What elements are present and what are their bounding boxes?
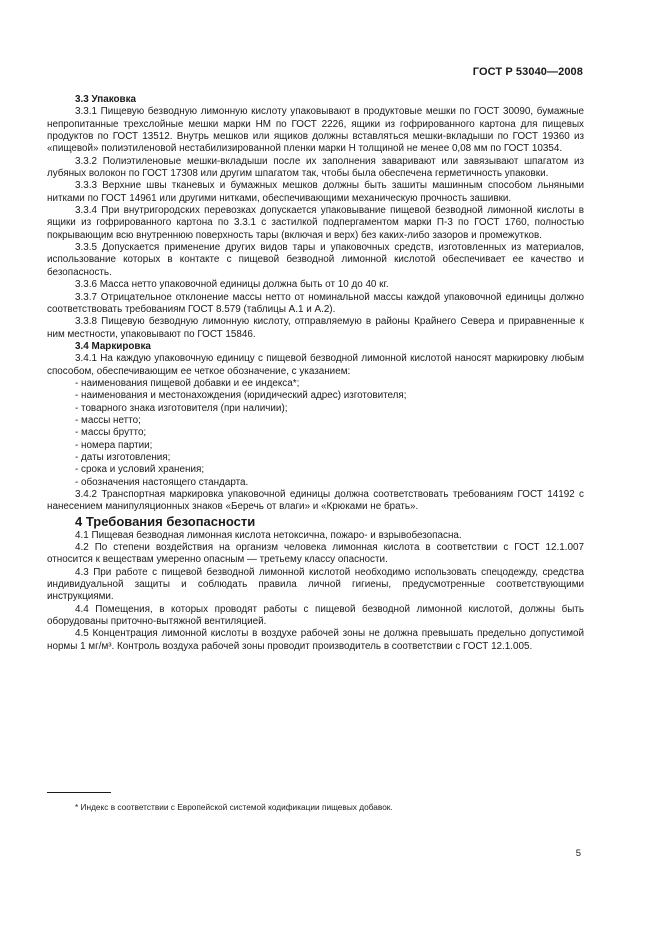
list-item: - даты изготовления; — [75, 451, 171, 463]
paragraph-3-4-2: 3.4.2 Транспортная маркировка упаковочной единицы должна соответствовать требованиям ГОСТ 14192 с нанесением манипуляционных знаков «Беречь от влаги» и «Крюками не брать». — [47, 489, 584, 513]
list-item: - номера партии; — [75, 439, 153, 451]
footnote-divider — [47, 792, 111, 793]
footnote: * Индекс в соответствии с Европейской системой кодификации пищевых добавок. — [75, 802, 393, 812]
document-body — [47, 94, 584, 653]
paragraph-3-3-6: 3.3.6 Масса нетто упаковочной единицы должна быть от 10 до 40 кг. — [75, 279, 389, 291]
list-item: - обозначения настоящего стандарта. — [75, 476, 249, 488]
list-item: - срока и условий хранения; — [75, 464, 205, 476]
section-heading-packaging: 3.3 Упаковка — [75, 94, 137, 105]
section-heading-safety: 4 Требования безопасности — [75, 513, 256, 529]
paragraph-4-3: 4.3 При работе с пищевой безводной лимонной кислотой необходимо использовать спецодежду, средства индивидуальной защиты и соблюдать правила личной гигиены, предусмотренные соответствующими инструкциями. — [47, 566, 584, 603]
paragraph-4-5: 4.5 Концентрация лимонной кислоты в воздухе рабочей зоны не должна превышать предельно допустимой нормы 1 мг/м³. Контроль воздуха рабочей зоны проводит производитель в соответствии с ГОСТ 12.1.005. — [47, 628, 584, 652]
paragraph-3-3-7: 3.3.7 Отрицательное отклонение массы нетто от номинальной массы каждой упаковочной единицы должно соответствовать требованиям ГОСТ 8.579 (таблицы А.1 и А.2). — [47, 291, 584, 315]
paragraph-3-3-1: 3.3.1 Пищевую безводную лимонную кислоту упаковывают в продуктовые мешки по ГОСТ 30090, бумажные непропитанные трехслойные мешки марки НМ по ГОСТ 2226, ящики из гофрированного картона для пищевых продуктов по ГОСТ 13512. Внутрь мешков или ящиков должны вставляться мешки-вкладыши по ГОСТ 19360 из «пищевой» полиэтиленовой нестабилизированной пленки марки Н толщиной не менее 0,08 мм по ГОСТ 10354. — [47, 106, 584, 155]
paragraph-3-3-4: 3.3.4 При внутригородских перевозках допускается упаковывание пищевой безводной лимонной кислоты в ящики из гофрированного картона по 3.3.1 с застилкой подпергаментом марки П-3 по ГОСТ 1760, полностью покрывающим всю внутреннюю поверхность тары (включая и верх) без каких-либо зазоров и промежутков. — [47, 205, 584, 241]
paragraph-3-3-2: 3.3.2 Полиэтиленовые мешки-вкладыши после их заполнения заваривают или завязывают шпагатом из лубяных волокон по ГОСТ 17308 или другим шпагатом так, чтобы была обеспечена герметичность упаковки. — [47, 155, 584, 180]
paragraph-4-2: 4.2 По степени воздействия на организм человека лимонная кислота в соответствии с ГОСТ 12.1.007 относится к веществам умеренно опасным — третьему классу опасности. — [47, 542, 584, 566]
paragraph-3-3-8: 3.3.8 Пищевую безводную лимонную кислоту, отправляемую в районы Крайнего Севера и приравненные к ним местности, упаковывают по ГОСТ 15846. — [47, 316, 584, 340]
list-item: - наименования пищевой добавки и ее индекса*; — [75, 377, 300, 389]
list-item: - товарного знака изготовителя (при наличии); — [75, 402, 288, 414]
standard-designation: ГОСТ Р 53040—2008 — [472, 66, 583, 78]
section-heading-marking: 3.4 Маркировка — [75, 340, 151, 352]
paragraph-4-4: 4.4 Помещения, в которых проводят работы с пищевой безводной лимонной кислотой, должны быть оборудованы приточно-вытяжной вентиляцией. — [47, 603, 584, 628]
paragraph-3-3-5: 3.3.5 Допускается применение других видов тары и упаковочных средств, изготовленных из материалов, использование которых в контакте с пищевой безводной лимонной кислотой обеспечивает ее качество и безопасность. — [47, 242, 584, 278]
paragraph-4-1: 4.1 Пищевая безводная лимонная кислота нетоксична, пожаро- и взрывобезопасна. — [75, 529, 462, 541]
list-item: - наименования и местонахождения (юридический адрес) изготовителя; — [75, 390, 407, 402]
list-item: - массы брутто; — [75, 427, 147, 439]
paragraph-3-3-3: 3.3.3 Верхние швы тканевых и бумажных мешков должны быть зашиты машинным способом льняными нитками по ГОСТ 14961 или другими нитками, обеспечивающими механическую прочность зашивки. — [47, 180, 584, 204]
page-number: 5 — [575, 848, 581, 859]
list-item: - массы нетто; — [75, 414, 141, 426]
paragraph-3-4-1: 3.4.1 На каждую упаковочную единицу с пищевой безводной лимонной кислотой наносят маркировку любым способом, обеспечивающим ее четкое обозначение, с указанием: — [47, 353, 584, 377]
